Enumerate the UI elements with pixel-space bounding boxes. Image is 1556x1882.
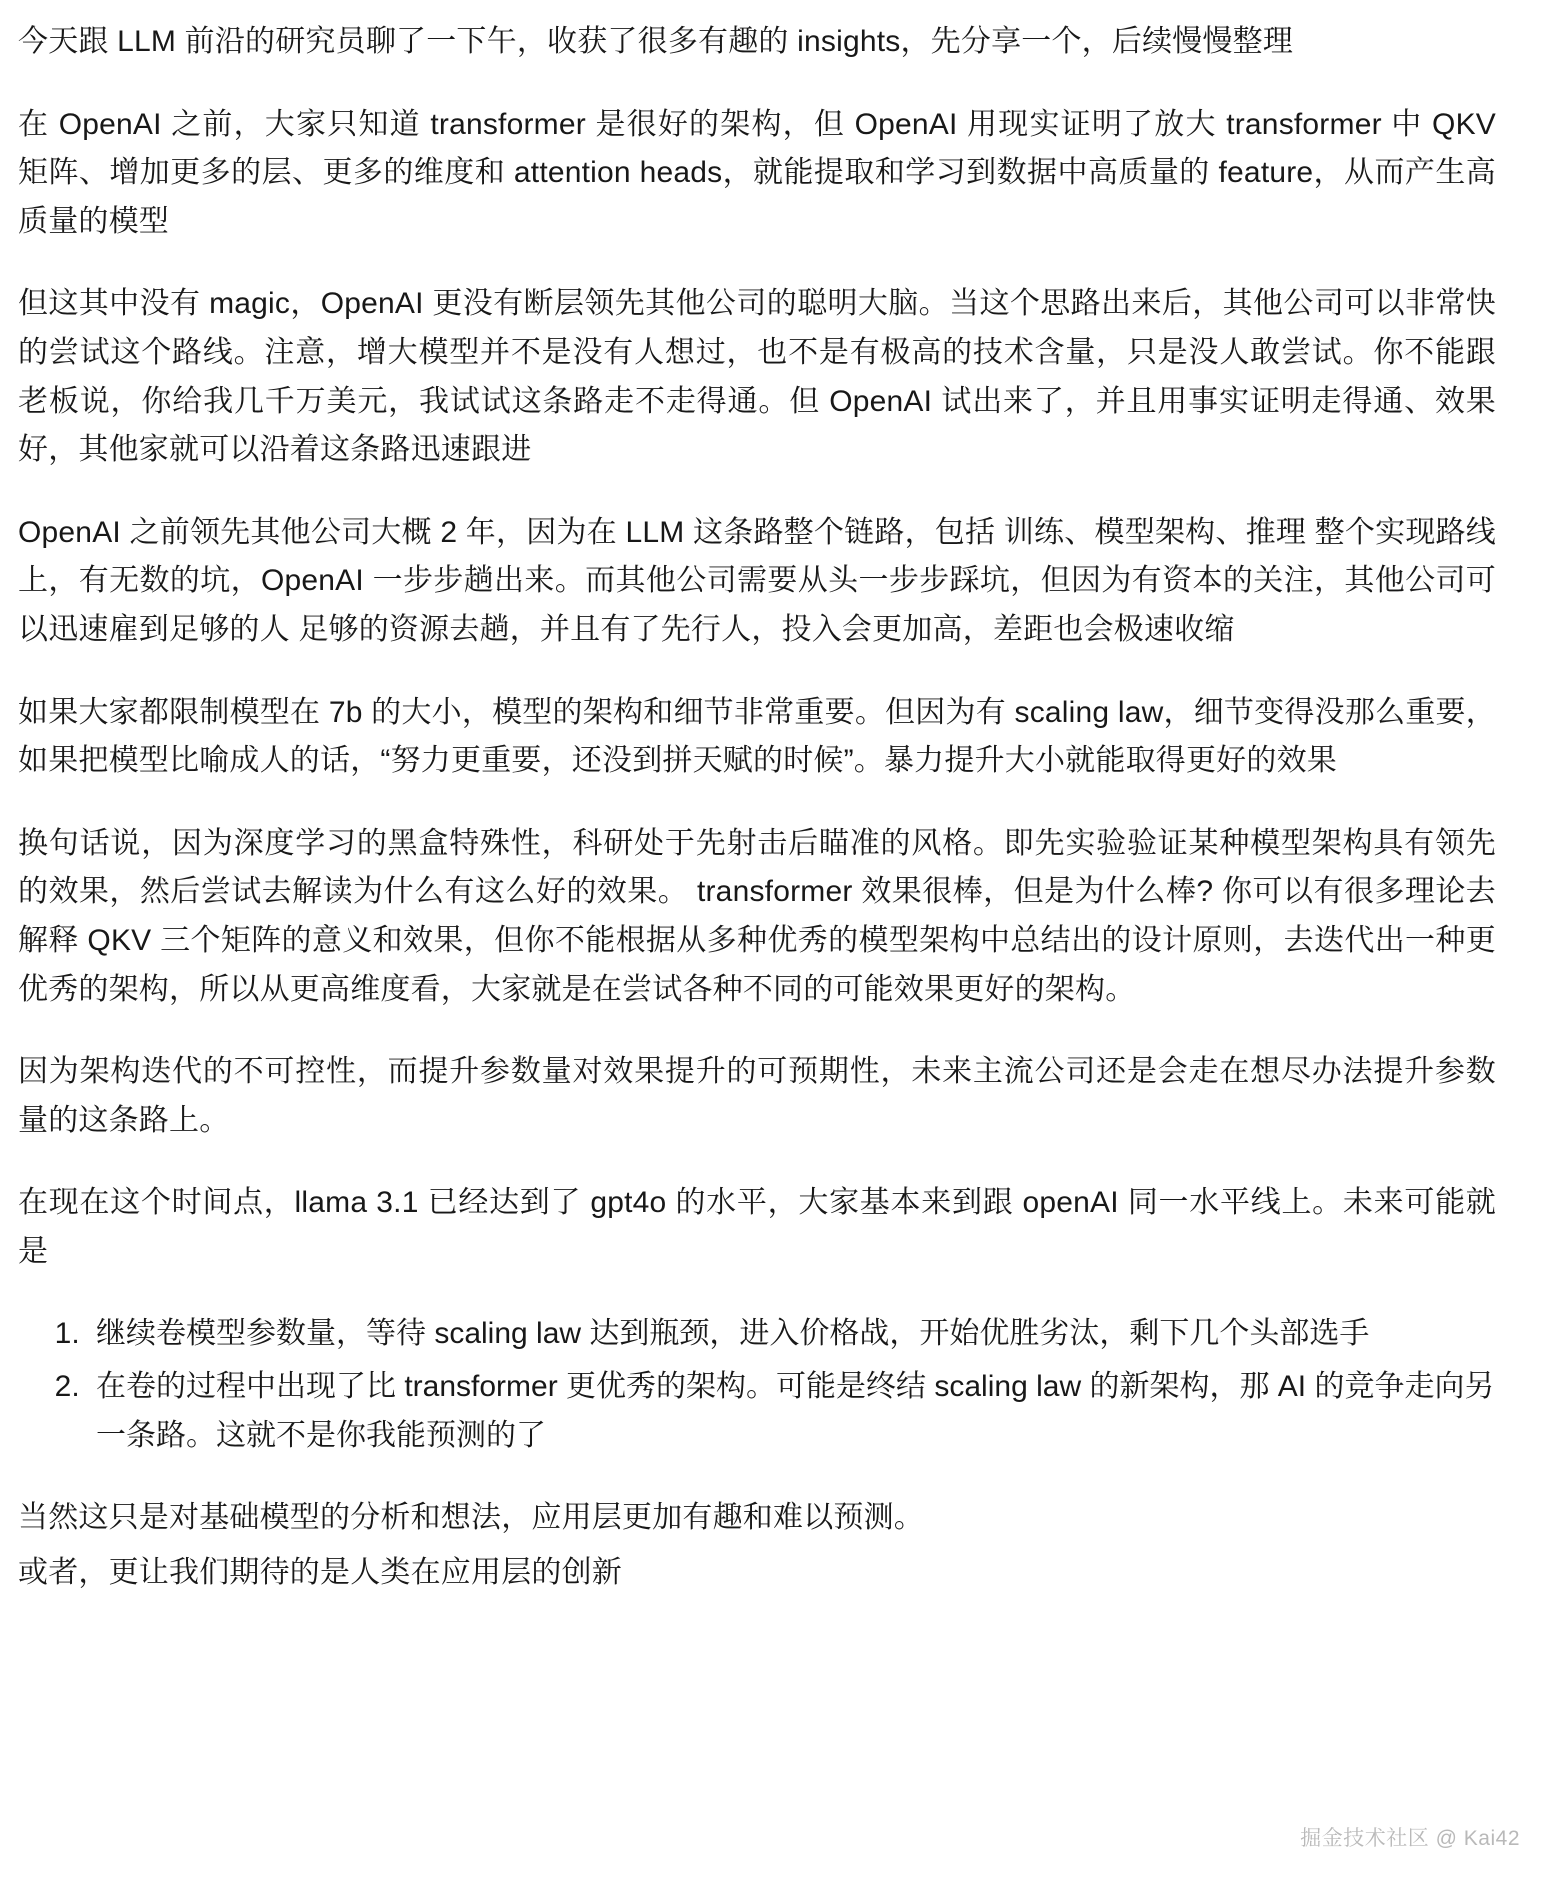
paragraph-closing-1: 当然这只是对基础模型的分析和想法，应用层更加有趣和难以预测。 xyxy=(18,1501,924,1535)
paragraph-blackbox-research: 换句话说，因为深度学习的黑盒特殊性，科研处于先射击后瞄准的风格。即先实验验证某种模型架构具有领先的效果，然后尝试去解读为什么有这么好的效果。 transformer 效果很棒，但是为什么棒? 你可以有很多理论去解释 QKV 三个矩阵的意义和效果，但你不能根据从多种优秀的模型架构中总结出的设计原则，去迭代出一种更优秀的架构，所以从更高维度看，大家就是在尝试各种不同的可能效果更好的架构。 xyxy=(18,826,1496,1006)
watermark: 掘金技术社区 @ Kai42 xyxy=(1300,1827,1520,1850)
paragraph-openai-before: 在 OpenAI 之前，大家只知道 transformer 是很好的架构，但 OpenAI 用现实证明了放大 transformer 中 QKV 矩阵、增加更多的层、更多的维度和 attention heads，就能提取和学习到数据中高质量的 feature，从而产生高质量的模型 xyxy=(18,107,1496,238)
paragraph-intro: 今天跟 LLM 前沿的研究员聊了一下午，收获了很多有趣的 insights，先分享一个，后续慢慢整理 xyxy=(18,25,1294,58)
paragraph-parameter-growth: 因为架构迭代的不可控性，而提升参数量对效果提升的可预期性，未来主流公司还是会走在想尽办法提升参数量的这条路上。 xyxy=(18,1055,1496,1137)
paragraph-closing-2: 或者，更让我们期待的是人类在应用层的创新 xyxy=(18,1555,622,1589)
paragraph-scaling-law: 如果大家都限制模型在 7b 的大小，模型的架构和细节非常重要。但因为有 scaling law，细节变得没那么重要，如果把模型比喻成人的话，“努力更重要，还没到拼天赋的时候”。暴力提升大小就能取得更好的效果 xyxy=(18,695,1496,778)
paragraph-no-magic: 但这其中没有 magic，OpenAI 更没有断层领先其他公司的聪明大脑。当这个思路出来后，其他公司可以非常快的尝试这个路线。注意，增大模型并不是没有人想过，也不是有极高的技术含量，只是没人敢尝试。你不能跟老板说，你给我几千万美元，我试试这条路走不走得通。但 OpenAI 试出来了，并且用事实证明走得通、效果好，其他家就可以沿着这条路迅速跟进 xyxy=(18,287,1496,467)
list-item: 1. 继续卷模型参数量，等待 scaling law 达到瓶颈，进入价格战，开始优胜劣汰，剩下几个头部选手 xyxy=(88,1310,1496,1359)
future-prediction-list xyxy=(18,1310,1496,1460)
paragraph-current-state: 在现在这个时间点，llama 3.1 已经达到了 gpt4o 的水平，大家基本来到跟 openAI 同一水平线上。未来可能就是 xyxy=(18,1186,1496,1268)
list-item: 2. 在卷的过程中出现了比 transformer 更优秀的架构。可能是终结 scaling law 的新架构，那 AI 的竞争走向另一条路。这就不是你我能预测的了 xyxy=(88,1363,1496,1460)
paragraph-two-year-lead: OpenAI 之前领先其他公司大概 2 年，因为在 LLM 这条路整个链路，包括 训练、模型架构、推理 整个实现路线上，有无数的坑，OpenAI 一步步趟出来。而其他公司需要从头一步步踩坑，但因为有资本的关注，其他公司可以迅速雇到足够的人 足够的资源去趟，并且有了先行人，投入会更加高，差距也会极速收缩 xyxy=(18,515,1496,646)
